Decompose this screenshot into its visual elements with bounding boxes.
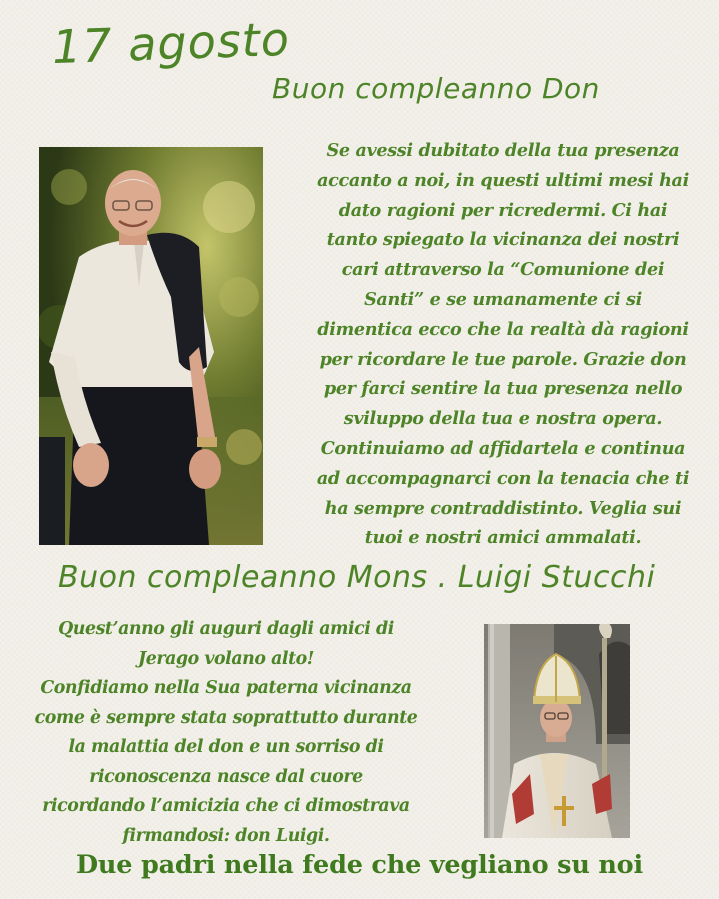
message-line: Continuiamo ad affidartela e continua — [320, 437, 686, 459]
message-line: cari attraverso la “Comunione dei — [341, 259, 665, 281]
message-to-don — [296, 136, 710, 553]
message-line: ad accompagnarci con la tenacia che ti — [316, 467, 690, 489]
message-line: dimentica ecco che la realtà dà ragioni — [317, 318, 689, 340]
message-line: Jerago volano alto! — [137, 648, 314, 669]
message-line: Se avessi dubitato della tua presenza — [326, 140, 680, 161]
message-line: sviluppo della tua e nostra opera. — [343, 408, 663, 430]
message-line: firmandosi: don Luigi. — [122, 825, 330, 846]
message-line: Confidiamo nella Sua paterna vicinanza — [40, 678, 412, 698]
message-line: riconoscenza nasce dal cuore — [89, 766, 363, 787]
birthday-greeting-mons: Buon compleanno Mons . Luigi Stucchi — [58, 560, 656, 595]
message-line: tuoi e nostri amici ammalati. — [364, 527, 642, 549]
message-line: accanto a noi, in questi ultimi mesi hai — [317, 169, 689, 191]
footer-tagline: Due padri nella fede che vegliano su noi — [76, 850, 643, 880]
photo-don-portrait — [39, 147, 263, 545]
message-to-mons — [10, 615, 442, 851]
message-line: per farci sentire la tua presenza nello — [323, 378, 683, 400]
birthday-greeting-don: Buon compleanno Don — [272, 72, 600, 105]
message-line: ha sempre contraddistinto. Veglia sui — [324, 497, 682, 519]
message-line: tanto spiegato la vicinanza dei nostri — [326, 229, 680, 251]
message-line: come è sempre stata soprattutto durante — [34, 707, 418, 728]
message-line: Santi” e se umanamente ci si — [364, 288, 642, 310]
message-line: la malattia del don e un sorriso di — [68, 737, 384, 757]
message-line: ricordando l’amicizia che ci dimostrava — [42, 796, 410, 816]
photo-bishop-portrait — [484, 624, 630, 838]
message-line: Quest’anno gli auguri dagli amici di — [58, 619, 394, 639]
date-heading: 17 agosto — [51, 11, 291, 75]
message-line: per ricordare le tue parole. Grazie don — [319, 348, 687, 370]
message-line: dato ragioni per ricredermi. Ci hai — [338, 199, 668, 221]
